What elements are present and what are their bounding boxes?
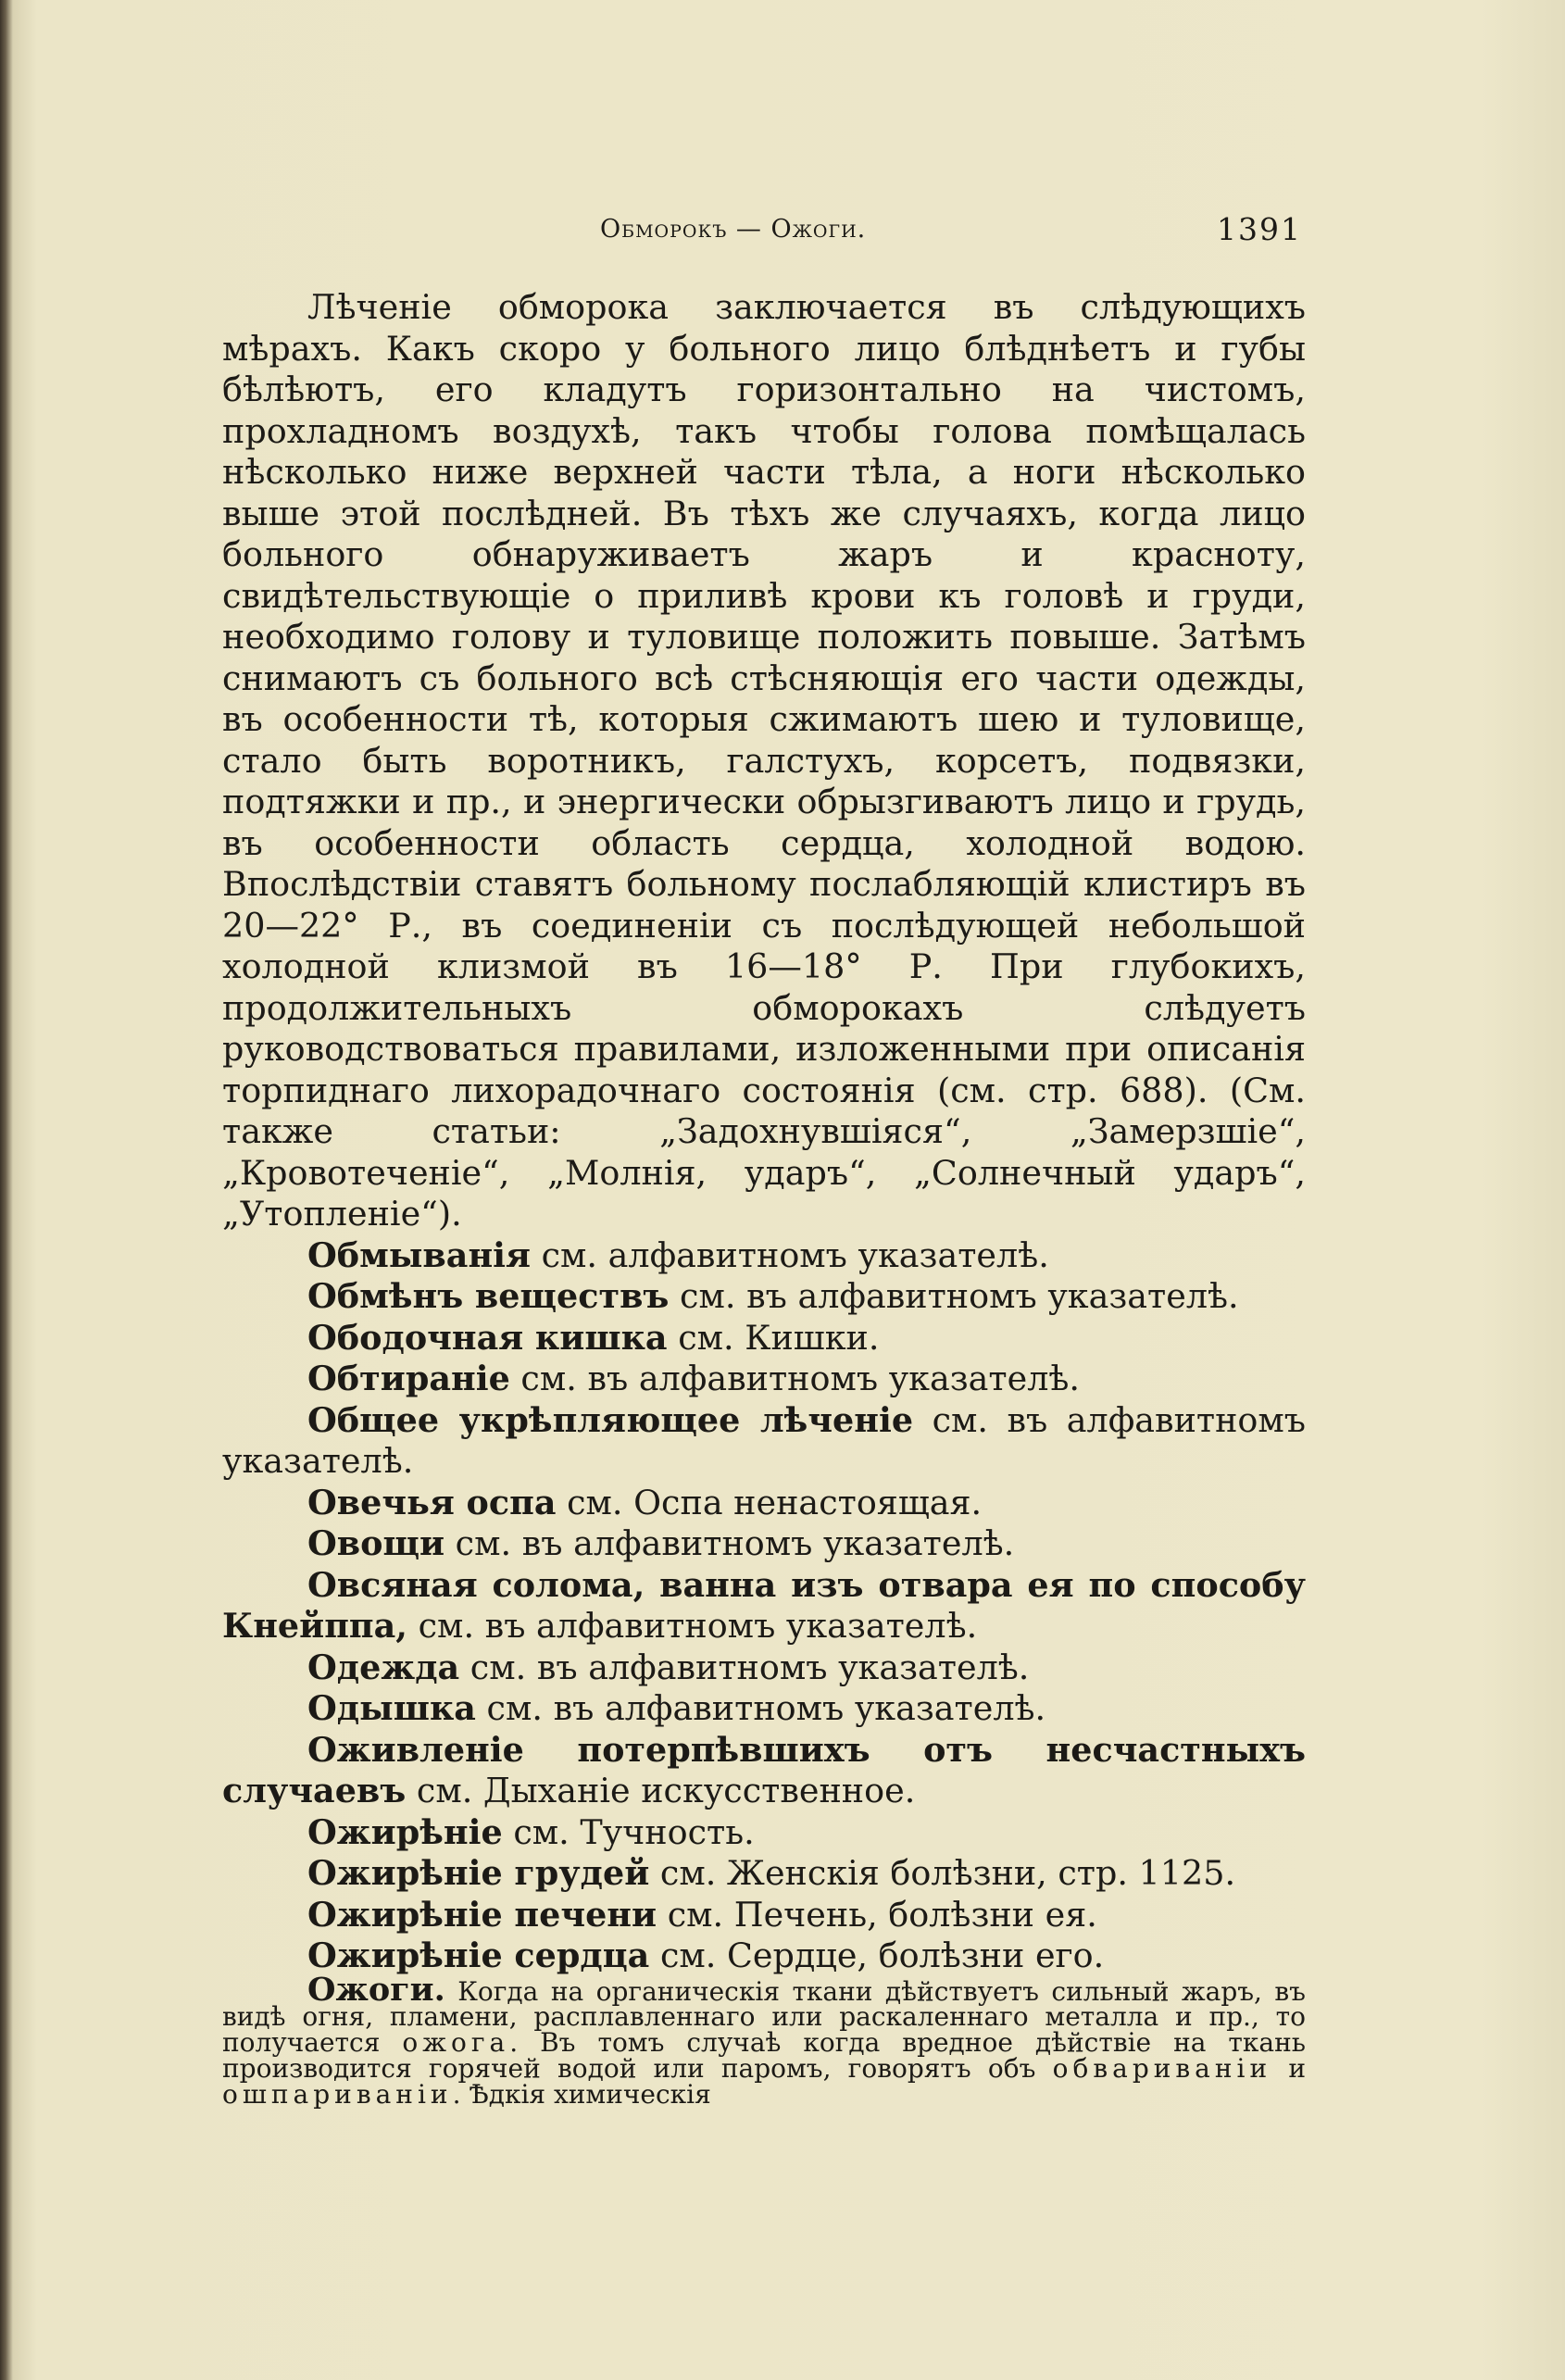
- index-entry: [222, 1359, 1306, 1400]
- entry-term: Оживленіе потерпѣвшихъ отъ несчастныхъ случаевъ: [222, 1729, 1306, 1810]
- entry-text: см. Кишки.: [667, 1317, 880, 1358]
- article-text: и: [1271, 2052, 1307, 2084]
- entry-text: см. въ алфавитномъ указателѣ.: [509, 1359, 1081, 1398]
- entry-term: Общее укрѣпляющее лѣченіе: [307, 1399, 914, 1440]
- entry-term: Одежда: [307, 1647, 460, 1687]
- page-number: 1391: [1217, 211, 1302, 247]
- entry-term: Обмыванія: [307, 1234, 531, 1275]
- index-entry: [222, 1523, 1306, 1565]
- entry-term: Овсяная солома, ванна изъ отвара ея по способу Кнейппа,: [222, 1564, 1306, 1646]
- entry-term: Овечья оспа: [307, 1482, 557, 1522]
- entry-text: см. Печень, болѣзни ея.: [657, 1894, 1097, 1935]
- entry-text: см. въ алфавитномъ указателѣ.: [407, 1606, 978, 1646]
- index-entry: [222, 1647, 1306, 1689]
- index-entry: [222, 1483, 1306, 1524]
- entry-term: Обмѣнъ веществъ: [307, 1276, 670, 1316]
- entry-term: Ожирѣніе грудей: [307, 1853, 650, 1893]
- entry-text: см. Тучность.: [502, 1811, 755, 1852]
- entry-text: см. Женскія болѣзни, стр. 1125.: [649, 1853, 1236, 1893]
- spaced-term: ошпариваніи: [222, 2078, 453, 2110]
- page-body: [222, 287, 1307, 2110]
- index-entry: [222, 1895, 1306, 1936]
- entry-term: Ожирѣніе: [307, 1811, 503, 1852]
- entry-text: см. Дыханіе искусственное.: [406, 1771, 916, 1810]
- index-entry: [222, 1318, 1306, 1359]
- entry-text: см. въ алфавитномъ указателѣ.: [222, 1399, 1307, 1481]
- article-text: . Ѣдкія химическія: [452, 2078, 711, 2110]
- index-entry: [222, 1730, 1306, 1812]
- spaced-term: ожога: [402, 2027, 510, 2059]
- entry-text: см. Оспа ненастоящая.: [556, 1482, 983, 1522]
- entry-text: см. въ алфавитномъ указателѣ.: [669, 1276, 1239, 1316]
- entry-text: см. Сердце, болѣзни его.: [649, 1935, 1105, 1975]
- index-entry: [222, 1688, 1306, 1730]
- header-title: Обморокъ — Ожоги.: [600, 215, 867, 244]
- index-entry: [222, 1812, 1306, 1854]
- index-entry: [222, 1565, 1306, 1647]
- entry-text: см. въ алфавитномъ указателѣ.: [475, 1688, 1046, 1728]
- index-entry: [222, 1235, 1306, 1277]
- entry-text: см. въ алфавитномъ указателѣ.: [444, 1523, 1015, 1563]
- article-text: . Въ томъ случаѣ когда вредное дѣйствіе на ткань производится горячей водой или паромъ, говорятъ объ: [222, 2027, 1306, 2084]
- entry-term: Ожоги.: [307, 1970, 445, 2009]
- entry-term: Одышка: [307, 1688, 476, 1728]
- entry-term: Овощи: [307, 1523, 445, 1563]
- running-header: [222, 211, 1306, 252]
- index-entry: [222, 1400, 1306, 1483]
- entry-term: Ожирѣніе печени: [307, 1894, 657, 1935]
- intro-paragraph: Лѣченіе обморока заключается въ слѣдующихъ мѣрахъ. Какъ скоро у больного лицо блѣднѣетъ и губы бѣлѣютъ, его кладутъ горизонтально на чистомъ, прохладномъ воздухѣ, такъ чтобы голова помѣщалась нѣсколько ниже верхней части тѣла, а ноги нѣсколько выше этой послѣдней. Въ тѣхъ же случаяхъ, когда лицо больного обнаруживаетъ жаръ и красноту, свидѣтельствующіе о приливѣ крови къ головѣ и груди, необходимо голову и туловище положить повыше. Затѣмъ снимаютъ съ больного всѣ стѣсняющія его части одежды, въ особенности тѣ, которыя сжимаютъ шею и туловище, стало быть воротникъ, галстухъ, корсетъ, подвязки, подтяжки и пр., и энергически обрызгиваютъ лицо и грудь, въ особенности область сердца, холодной водою. Впослѣдствіи ставятъ больному послабляющій клистиръ въ 20—22° Р., въ соединеніи съ послѣдующей небольшой холодной клизмой въ 16—18° Р. При глубокихъ, продолжительныхъ обморокахъ слѣдуетъ руководствоваться правилами, изложенными при описанія торпиднаго лихорадочнаго состоянія (см. стр. 688). (См. также статьи: „Задохнувшіяся“, „Замерзшіе“, „Кровотеченіе“, „Молнія, ударъ“, „Солнечный ударъ“, „Утопленіе“).: [222, 287, 1306, 1234]
- entry-text: см. алфавитномъ указателѣ.: [531, 1234, 1049, 1275]
- spaced-term: обвариваніи: [1052, 2052, 1272, 2084]
- index-entry: [222, 1276, 1306, 1318]
- entry-term: Ободочная кишка: [307, 1317, 668, 1358]
- burns-article: [222, 1970, 1307, 2110]
- index-entry: [222, 1853, 1306, 1895]
- entry-term: Обтираніе: [307, 1359, 510, 1398]
- entry-term: Ожирѣніе сердца: [307, 1935, 650, 1975]
- entry-text: см. въ алфавитномъ указателѣ.: [459, 1647, 1030, 1687]
- article-text: Когда на органическія ткани дѣйствуетъ сильный жаръ, въ видѣ огня, пламени, расплавленнаго или раскаленнаго металла и пр., то получается: [222, 1975, 1306, 2059]
